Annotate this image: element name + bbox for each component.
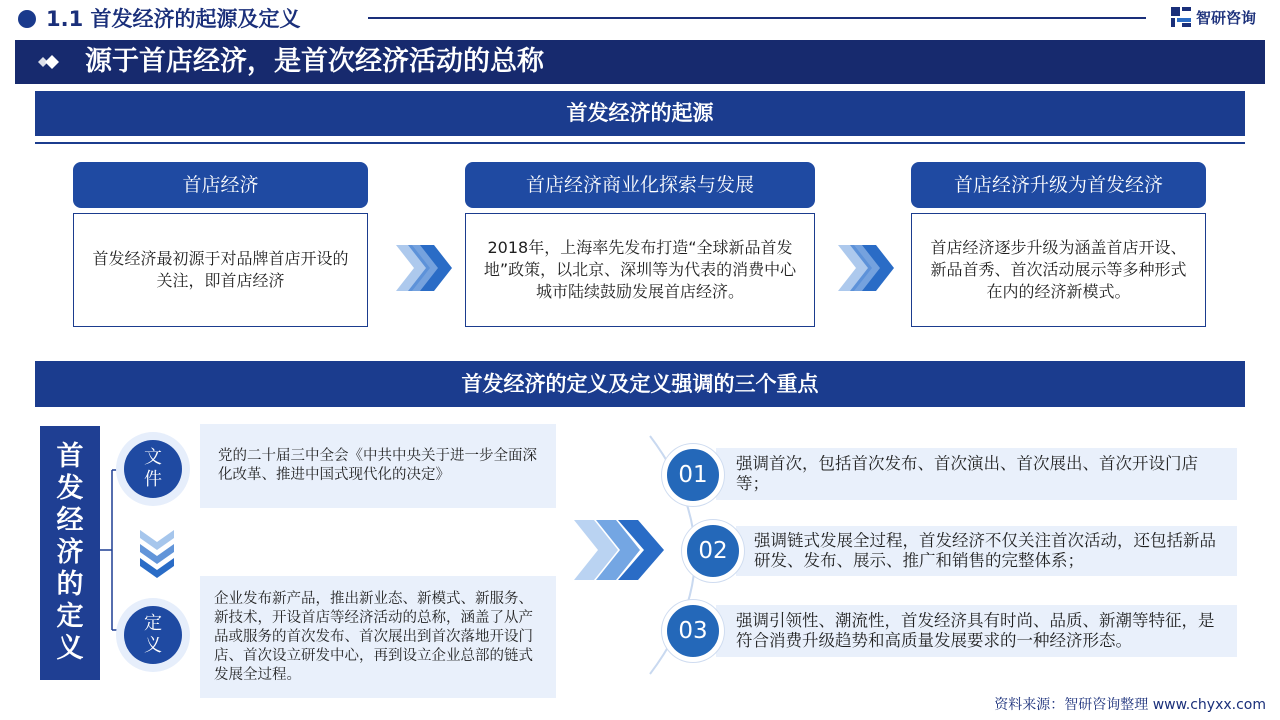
stage-1-text: 首发经济最初源于对品牌首店开设的关注，即首店经济 xyxy=(73,213,368,327)
definition-text: 企业发布新产品，推出新业态、新模式、新服务、新技术，开设首店等经济活动的总称，涵盖了从产品或服务的首次发布、首次展出到首次落地开设门店、首次设立研发中心，再到设立企业总部的链式发展全过程。 xyxy=(200,576,556,698)
stage-3-text: 首店经济逐步升级为涵盖首店开设、新品首秀、首次活动展示等多种形式在内的经济新模式。 xyxy=(911,213,1206,327)
chevron-right-icon xyxy=(396,245,454,291)
stage-1-heading: 首店经济 xyxy=(73,162,368,208)
definition-section-title: 首发经济的定义及定义强调的三个重点 xyxy=(35,361,1245,407)
diamond-icon xyxy=(37,51,67,73)
banner-title: 源于首店经济，是首次经济活动的总称 xyxy=(85,46,544,77)
point-2-text: 强调链式发展全过程，首发经济不仅关注首次活动，还包括新品研发、发布、展示、推广和销售的完整体系； xyxy=(736,526,1237,576)
brand-name: 智研咨询 xyxy=(1196,8,1257,27)
title-bullet xyxy=(18,10,36,28)
stage-2-heading: 首店经济商业化探索与发展 xyxy=(465,162,815,208)
point-1-text: 强调首次，包括首次发布、首次演出、首次展出、首次开设门店等； xyxy=(716,448,1237,500)
point-2-number: 02 xyxy=(682,520,744,582)
origin-section-title: 首发经济的起源 xyxy=(35,91,1245,136)
document-text: 党的二十届三中全会《中共中央关于进一步全面深化改革、推进中国式现代化的决定》 xyxy=(200,424,556,508)
main-banner xyxy=(15,40,1265,84)
definition-badge: 定 义 xyxy=(124,606,182,664)
stage-3-heading: 首店经济升级为首发经济 xyxy=(911,162,1206,208)
chevron-down-icon xyxy=(140,530,174,580)
origin-divider xyxy=(35,142,1245,144)
source-footer: 资料来源：智研咨询整理 www.chyxx.com xyxy=(994,697,1266,713)
section-title: 1.1 首发经济的起源及定义 xyxy=(46,7,301,31)
chevron-right-icon xyxy=(838,245,896,291)
definition-vertical-label: 首 发 经 济 的 定 义 xyxy=(40,426,100,680)
point-3-text: 强调引领性、潮流性，首发经济具有时尚、品质、新潮等特征，是符合消费升级趋势和高质量发展要求的一种经济形态。 xyxy=(716,605,1237,657)
document-badge: 文 件 xyxy=(124,440,182,498)
brand xyxy=(1170,6,1256,28)
point-3-number: 03 xyxy=(662,600,724,662)
stage-2-text: 2018年，上海率先发布打造“全球新品首发地”政策，以北京、深圳等为代表的消费中心城市陆续鼓励发展首店经济。 xyxy=(465,213,815,327)
point-1-number: 01 xyxy=(662,444,724,506)
header-rule xyxy=(368,17,1146,19)
brand-logo-icon xyxy=(1170,6,1192,28)
